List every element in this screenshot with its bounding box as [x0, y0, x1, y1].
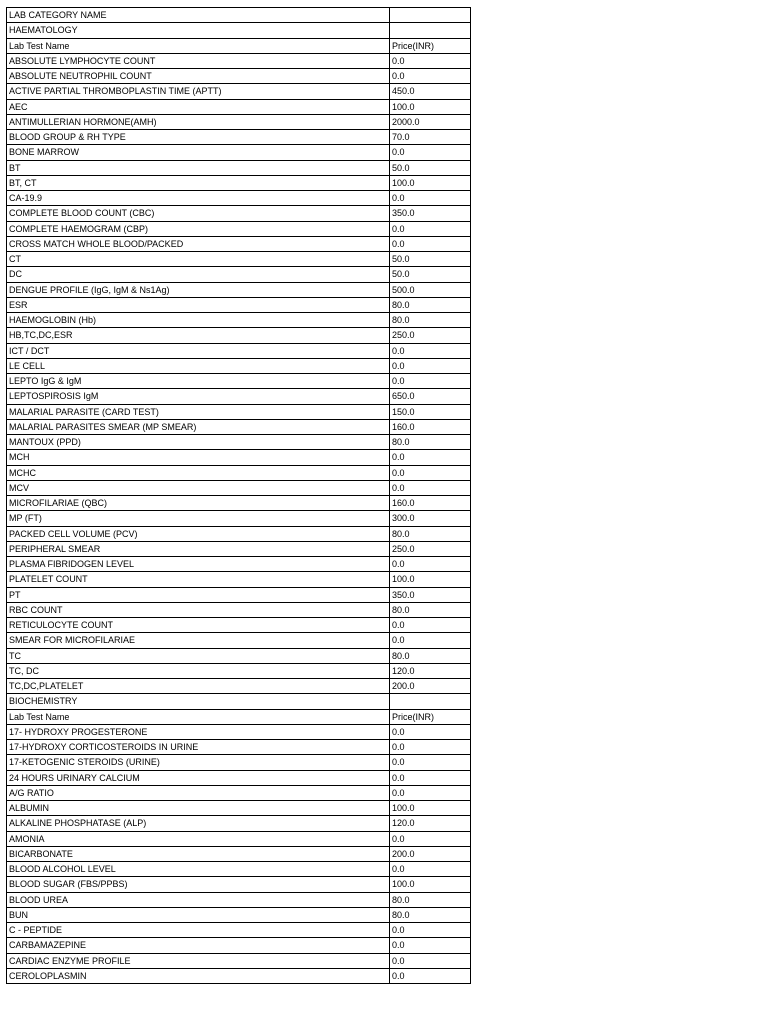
test-name-cell: PERIPHERAL SMEAR [7, 541, 390, 556]
price-cell: 200.0 [390, 679, 471, 694]
table-row [7, 374, 471, 389]
table-row [7, 465, 471, 480]
table-row [7, 328, 471, 343]
test-name-cell: LEPTOSPIROSIS IgM [7, 389, 390, 404]
test-name-cell: RBC COUNT [7, 602, 390, 617]
table-row [7, 953, 471, 968]
test-name-cell: MCV [7, 480, 390, 495]
price-cell: 0.0 [390, 968, 471, 983]
test-name-cell: BUN [7, 907, 390, 922]
test-name-cell: PT [7, 587, 390, 602]
price-cell: 0.0 [390, 740, 471, 755]
price-cell: 160.0 [390, 419, 471, 434]
price-cell: 70.0 [390, 130, 471, 145]
price-cell: 100.0 [390, 99, 471, 114]
price-cell: 50.0 [390, 267, 471, 282]
table-row [7, 435, 471, 450]
price-cell: 80.0 [390, 648, 471, 663]
price-cell: 160.0 [390, 496, 471, 511]
price-cell: 0.0 [390, 938, 471, 953]
price-cell: 0.0 [390, 724, 471, 739]
table-row [7, 191, 471, 206]
test-name-cell: MCH [7, 450, 390, 465]
test-name-cell: CROSS MATCH WHOLE BLOOD/PACKED [7, 236, 390, 251]
table-row [7, 114, 471, 129]
test-name-cell: C - PEPTIDE [7, 923, 390, 938]
test-name-cell: 17-HYDROXY CORTICOSTEROIDS IN URINE [7, 740, 390, 755]
test-name-cell: ACTIVE PARTIAL THROMBOPLASTIN TIME (APTT) [7, 84, 390, 99]
price-cell: 100.0 [390, 801, 471, 816]
test-name-cell: PLATELET COUNT [7, 572, 390, 587]
price-cell: 200.0 [390, 846, 471, 861]
table-row [7, 892, 471, 907]
price-cell: 80.0 [390, 297, 471, 312]
price-cell: 100.0 [390, 877, 471, 892]
price-cell: 0.0 [390, 236, 471, 251]
test-name-cell: 24 HOURS URINARY CALCIUM [7, 770, 390, 785]
price-cell: 120.0 [390, 663, 471, 678]
price-cell: 0.0 [390, 191, 471, 206]
test-name-cell: LE CELL [7, 358, 390, 373]
category-name-cell: BIOCHEMISTRY [7, 694, 390, 709]
table-row [7, 496, 471, 511]
table-row [7, 69, 471, 84]
price-cell: 80.0 [390, 907, 471, 922]
price-cell: 50.0 [390, 160, 471, 175]
test-name-cell: BLOOD GROUP & RH TYPE [7, 130, 390, 145]
price-cell: 650.0 [390, 389, 471, 404]
table-row [7, 160, 471, 175]
price-list-sheet [6, 7, 470, 984]
price-cell: 2000.0 [390, 114, 471, 129]
table-row [7, 206, 471, 221]
price-cell: 0.0 [390, 145, 471, 160]
test-name-cell: ALBUMIN [7, 801, 390, 816]
table-row [7, 907, 471, 922]
test-name-cell: COMPLETE HAEMOGRAM (CBP) [7, 221, 390, 236]
category-empty-cell [390, 23, 471, 38]
price-cell: 250.0 [390, 541, 471, 556]
table-row [7, 511, 471, 526]
test-name-cell: TC, DC [7, 663, 390, 678]
table-row [7, 99, 471, 114]
test-name-cell: BLOOD ALCOHOL LEVEL [7, 862, 390, 877]
lab-test-price-table [6, 7, 471, 984]
table-row [7, 816, 471, 831]
price-cell: 100.0 [390, 572, 471, 587]
price-cell: 80.0 [390, 435, 471, 450]
table-row [7, 618, 471, 633]
price-cell: 120.0 [390, 816, 471, 831]
table-row [7, 343, 471, 358]
table-row [7, 175, 471, 190]
price-cell: 350.0 [390, 206, 471, 221]
price-cell: 0.0 [390, 831, 471, 846]
test-name-cell: 17-KETOGENIC STEROIDS (URINE) [7, 755, 390, 770]
test-name-cell: MALARIAL PARASITE (CARD TEST) [7, 404, 390, 419]
table-row [7, 831, 471, 846]
price-cell: 300.0 [390, 511, 471, 526]
test-name-cell: TC,DC,PLATELET [7, 679, 390, 694]
table-row [7, 938, 471, 953]
test-name-cell: BT, CT [7, 175, 390, 190]
test-name-cell: AEC [7, 99, 390, 114]
title-label-cell: LAB CATEGORY NAME [7, 8, 390, 23]
table-row [7, 877, 471, 892]
test-name-cell: ICT / DCT [7, 343, 390, 358]
test-name-cell: MP (FT) [7, 511, 390, 526]
price-cell: 0.0 [390, 862, 471, 877]
price-cell: 80.0 [390, 313, 471, 328]
price-cell: 250.0 [390, 328, 471, 343]
table-row [7, 648, 471, 663]
table-row [7, 846, 471, 861]
test-name-cell: MICROFILARIAE (QBC) [7, 496, 390, 511]
table-row [7, 84, 471, 99]
price-cell: 0.0 [390, 374, 471, 389]
test-name-header: Lab Test Name [7, 709, 390, 724]
category-empty-cell [390, 694, 471, 709]
price-cell: 0.0 [390, 465, 471, 480]
table-row [7, 801, 471, 816]
price-cell: 100.0 [390, 175, 471, 190]
table-row [7, 450, 471, 465]
table-row [7, 358, 471, 373]
price-cell: 500.0 [390, 282, 471, 297]
price-cell: 450.0 [390, 84, 471, 99]
price-cell: 0.0 [390, 53, 471, 68]
table-row [7, 267, 471, 282]
price-cell: 50.0 [390, 252, 471, 267]
category-name-cell: HAEMATOLOGY [7, 23, 390, 38]
test-name-cell: DC [7, 267, 390, 282]
table-row [7, 587, 471, 602]
table-row [7, 862, 471, 877]
price-header: Price(INR) [390, 709, 471, 724]
table-row [7, 419, 471, 434]
price-cell: 0.0 [390, 785, 471, 800]
table-body [7, 8, 471, 984]
test-name-cell: HB,TC,DC,ESR [7, 328, 390, 343]
price-cell: 0.0 [390, 69, 471, 84]
price-cell: 0.0 [390, 557, 471, 572]
table-row [7, 740, 471, 755]
test-name-cell: MALARIAL PARASITES SMEAR (MP SMEAR) [7, 419, 390, 434]
table-row [7, 572, 471, 587]
table-row [7, 389, 471, 404]
table-row [7, 968, 471, 983]
test-name-cell: A/G RATIO [7, 785, 390, 800]
category-row [7, 23, 471, 38]
table-row [7, 145, 471, 160]
table-row [7, 923, 471, 938]
price-cell: 0.0 [390, 480, 471, 495]
table-row [7, 602, 471, 617]
table-row [7, 755, 471, 770]
column-header-row [7, 709, 471, 724]
test-name-cell: BICARBONATE [7, 846, 390, 861]
test-name-cell: CARDIAC ENZYME PROFILE [7, 953, 390, 968]
table-row [7, 785, 471, 800]
test-name-header: Lab Test Name [7, 38, 390, 53]
test-name-cell: BT [7, 160, 390, 175]
category-row [7, 694, 471, 709]
test-name-cell: LEPTO IgG & IgM [7, 374, 390, 389]
test-name-cell: ESR [7, 297, 390, 312]
price-cell: 0.0 [390, 633, 471, 648]
price-cell: 0.0 [390, 450, 471, 465]
price-cell: 350.0 [390, 587, 471, 602]
test-name-cell: DENGUE PROFILE (IgG, IgM & Ns1Ag) [7, 282, 390, 297]
table-row [7, 633, 471, 648]
table-row [7, 53, 471, 68]
price-cell: 80.0 [390, 892, 471, 907]
title-value-cell [390, 8, 471, 23]
price-cell: 0.0 [390, 770, 471, 785]
test-name-cell: TC [7, 648, 390, 663]
test-name-cell: ALKALINE PHOSPHATASE (ALP) [7, 816, 390, 831]
test-name-cell: ABSOLUTE NEUTROPHIL COUNT [7, 69, 390, 84]
test-name-cell: BLOOD UREA [7, 892, 390, 907]
test-name-cell: CARBAMAZEPINE [7, 938, 390, 953]
test-name-cell: SMEAR FOR MICROFILARIAE [7, 633, 390, 648]
table-row [7, 313, 471, 328]
price-cell: 0.0 [390, 953, 471, 968]
table-row [7, 679, 471, 694]
table-row [7, 282, 471, 297]
price-cell: 0.0 [390, 343, 471, 358]
table-row [7, 221, 471, 236]
test-name-cell: COMPLETE BLOOD COUNT (CBC) [7, 206, 390, 221]
table-row [7, 404, 471, 419]
test-name-cell: CEROLOPLASMIN [7, 968, 390, 983]
price-cell: 80.0 [390, 602, 471, 617]
table-row [7, 236, 471, 251]
table-row [7, 130, 471, 145]
table-row [7, 724, 471, 739]
test-name-cell: 17- HYDROXY PROGESTERONE [7, 724, 390, 739]
table-row [7, 541, 471, 556]
test-name-cell: PLASMA FIBRIDOGEN LEVEL [7, 557, 390, 572]
price-cell: 0.0 [390, 923, 471, 938]
test-name-cell: CT [7, 252, 390, 267]
title-row [7, 8, 471, 23]
price-header: Price(INR) [390, 38, 471, 53]
test-name-cell: MANTOUX (PPD) [7, 435, 390, 450]
test-name-cell: HAEMOGLOBIN (Hb) [7, 313, 390, 328]
test-name-cell: AMONIA [7, 831, 390, 846]
test-name-cell: CA-19.9 [7, 191, 390, 206]
column-header-row [7, 38, 471, 53]
price-cell: 0.0 [390, 358, 471, 373]
table-row [7, 480, 471, 495]
price-cell: 150.0 [390, 404, 471, 419]
price-cell: 80.0 [390, 526, 471, 541]
test-name-cell: RETICULOCYTE COUNT [7, 618, 390, 633]
table-row [7, 770, 471, 785]
test-name-cell: BLOOD SUGAR (FBS/PPBS) [7, 877, 390, 892]
test-name-cell: PACKED CELL VOLUME (PCV) [7, 526, 390, 541]
table-row [7, 557, 471, 572]
price-cell: 0.0 [390, 618, 471, 633]
table-row [7, 252, 471, 267]
price-cell: 0.0 [390, 221, 471, 236]
test-name-cell: BONE MARROW [7, 145, 390, 160]
table-row [7, 297, 471, 312]
test-name-cell: ABSOLUTE LYMPHOCYTE COUNT [7, 53, 390, 68]
price-cell: 0.0 [390, 755, 471, 770]
test-name-cell: ANTIMULLERIAN HORMONE(AMH) [7, 114, 390, 129]
test-name-cell: MCHC [7, 465, 390, 480]
table-row [7, 526, 471, 541]
table-row [7, 663, 471, 678]
